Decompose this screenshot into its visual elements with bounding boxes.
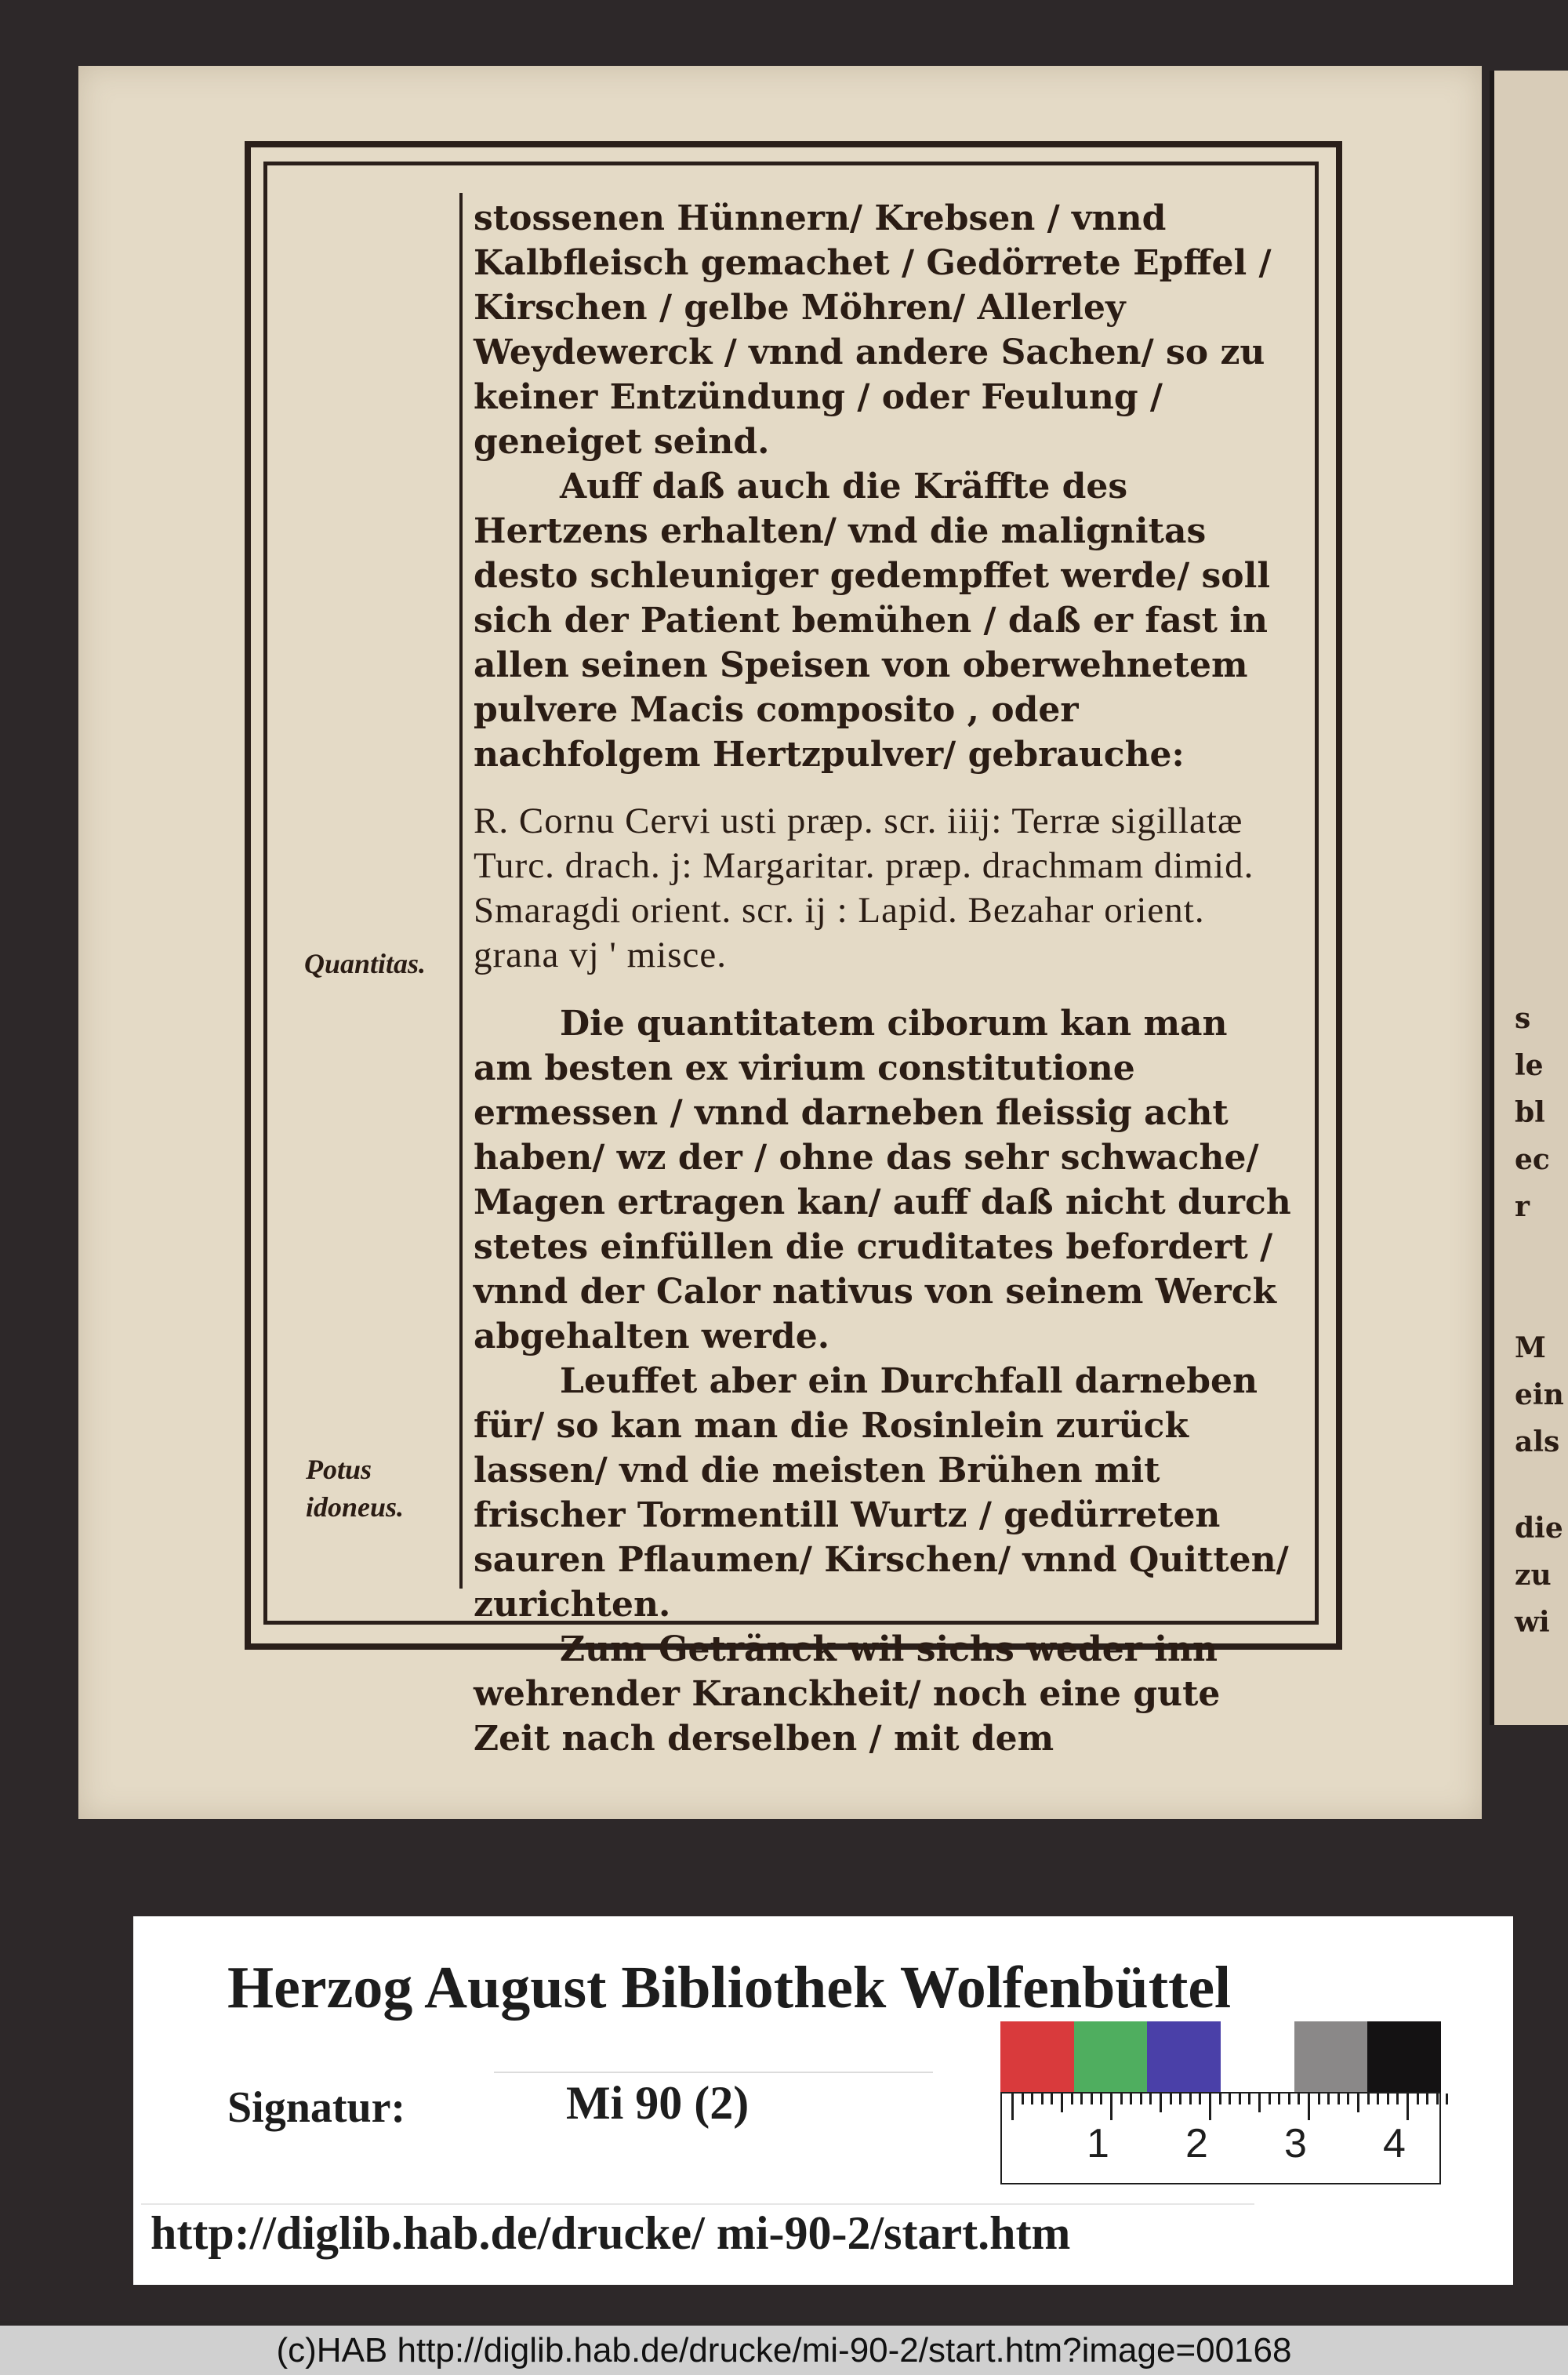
ruler-number: 3 bbox=[1284, 2121, 1307, 2166]
facing-page-fragment: ec bbox=[1515, 1143, 1550, 1176]
ruler-tick bbox=[1417, 2094, 1419, 2104]
library-label-card bbox=[133, 1916, 1513, 2285]
ruler-tick bbox=[1357, 2094, 1359, 2112]
signature-divider bbox=[494, 2072, 933, 2073]
facing-page-fragment: r bbox=[1515, 1190, 1530, 1223]
ruler-tick bbox=[1091, 2094, 1093, 2104]
ruler-tick bbox=[1100, 2094, 1102, 2104]
facing-page-fragment: M bbox=[1515, 1331, 1546, 1364]
color-swatch-green bbox=[1074, 2021, 1148, 2092]
ruler-number: 2 bbox=[1185, 2121, 1208, 2166]
library-name: Herzog August Bibliothek Wolfenbüttel bbox=[227, 1955, 1232, 2021]
ruler-tick bbox=[1248, 2094, 1250, 2104]
paragraph-3: Die quantitatem ciborum kan man am besten ex virium constitutione ermessen / vnnd darneben fleissig acht haben/ wz der / ohne das sehr schwache/ Magen ertragen kan/ auff daß nicht durch stetes einfüllen die cruditates befordert / vnnd der Calor nativus von seinem Werck abgehalten werde. bbox=[474, 1004, 1291, 1356]
ruler-tick bbox=[1308, 2094, 1310, 2120]
ruler-tick bbox=[1120, 2094, 1123, 2104]
ruler-tick bbox=[1031, 2094, 1033, 2104]
color-swatch-gray bbox=[1294, 2021, 1368, 2092]
facing-page-fragment: die bbox=[1515, 1512, 1563, 1545]
ruler-tick bbox=[1170, 2094, 1172, 2104]
ruler-tick bbox=[1387, 2094, 1389, 2104]
ruler-tick bbox=[1209, 2094, 1211, 2120]
color-swatch-white bbox=[1221, 2021, 1294, 2092]
ruler-tick bbox=[1239, 2094, 1241, 2104]
ruler-tick bbox=[1446, 2094, 1448, 2104]
margin-rule bbox=[459, 193, 463, 1589]
ruler-tick bbox=[1219, 2094, 1221, 2104]
record-url: http://diglib.hab.de/drucke/ mi-90-2/start.htm bbox=[151, 2207, 1071, 2259]
marginal-gloss-potus: Potus idoneus. bbox=[306, 1454, 405, 1523]
ruler-tick bbox=[1367, 2094, 1370, 2104]
ruler-tick bbox=[1406, 2094, 1409, 2120]
ruler-number: 1 bbox=[1087, 2121, 1109, 2166]
ruler-tick bbox=[1130, 2094, 1132, 2104]
ruler-tick bbox=[1288, 2094, 1290, 2104]
ruler-tick bbox=[1189, 2094, 1192, 2104]
signature-value: Mi 90 (2) bbox=[566, 2077, 750, 2129]
ruler-tick bbox=[1426, 2094, 1428, 2104]
ruler-tick bbox=[1327, 2094, 1330, 2104]
color-swatch-red bbox=[1000, 2021, 1074, 2092]
ruler-number: 4 bbox=[1383, 2121, 1406, 2166]
facing-page-fragment: bl bbox=[1515, 1096, 1545, 1129]
ruler-tick bbox=[1318, 2094, 1320, 2104]
ruler-tick bbox=[1269, 2094, 1271, 2104]
recipe-paragraph: R. Cornu Cervi usti præp. scr. iiij: Terræ sigillatæ Turc. drach. j: Margaritar. præp. drachmam dimid. Smaragdi orient. scr. ij : Lapid. Bezahar orient. grana vj ' misce. bbox=[474, 801, 1254, 975]
ruler-tick bbox=[1347, 2094, 1349, 2104]
ruler-tick bbox=[1080, 2094, 1083, 2104]
facing-page-fragment: s bbox=[1515, 1002, 1531, 1035]
ruler-tick bbox=[1338, 2094, 1340, 2104]
ruler-tick bbox=[1258, 2094, 1261, 2112]
footer-credit: (c)HAB http://diglib.hab.de/drucke/mi-90-2/start.htm?image=00168 bbox=[0, 2326, 1568, 2375]
ruler-tick bbox=[1110, 2094, 1112, 2120]
ruler-tick bbox=[1377, 2094, 1379, 2104]
ruler-tick bbox=[1022, 2094, 1024, 2104]
color-swatch-blue bbox=[1147, 2021, 1221, 2092]
ruler-tick bbox=[1061, 2094, 1063, 2112]
ruler-tick bbox=[1160, 2094, 1162, 2112]
marginal-gloss-quantitas: Quantitas. bbox=[304, 948, 426, 979]
facing-page-fragment: le bbox=[1515, 1049, 1544, 1082]
facing-page-fragment: als bbox=[1515, 1425, 1560, 1458]
ruler-tick bbox=[1149, 2094, 1152, 2104]
ruler-tick bbox=[1041, 2094, 1044, 2104]
ruler-tick bbox=[1396, 2094, 1399, 2104]
body-text bbox=[474, 196, 1297, 1761]
ruler-tick bbox=[1199, 2094, 1201, 2104]
ruler-tick bbox=[1298, 2094, 1300, 2104]
ruler-tick bbox=[1436, 2094, 1439, 2104]
facing-page-edge bbox=[1490, 71, 1568, 1725]
ruler-tick bbox=[1229, 2094, 1231, 2104]
scale-ruler bbox=[1000, 2092, 1441, 2184]
ruler-tick bbox=[1071, 2094, 1073, 2104]
paragraph-4: Leuffet aber ein Durchfall darneben für/ so kan man die Rosinlein zurück lassen/ vnd die meisten Brühen mit frischer Tormentill Wurtz / gedürreten sauren Pflaumen/ Kirschen/ vnnd Quitten/ zurichten. bbox=[474, 1361, 1289, 1625]
color-swatch-black bbox=[1367, 2021, 1441, 2092]
ruler-tick bbox=[1179, 2094, 1181, 2104]
facing-page-fragment: wi bbox=[1515, 1606, 1550, 1639]
paragraph-1: stossenen Hünnern/ Krebsen / vnnd Kalbfleisch gemachet / Gedörrete Epffel / Kirschen / gelbe Möhren/ Allerley Weydewerck / vnnd andere Sachen/ so zu keiner Entzündung / oder Feulung / geneiget seind. bbox=[474, 198, 1272, 462]
facing-page-fragment: zu bbox=[1515, 1559, 1552, 1592]
signature-label: Signatur: bbox=[227, 2083, 406, 2132]
paragraph-5: Zum Getränck wil sichs weder inn wehrender Kranckheit/ noch eine gute Zeit nach derselben / mit dem bbox=[474, 1629, 1221, 1759]
paragraph-2: Auff daß auch die Kräffte des Hertzens erhalten/ vnd die malignitas desto schleuniger gedempffet werde/ soll sich der Patient bemühen / daß er fast in allen seinen Speisen von oberwehnetem pulvere Macis composito , oder nachfolgem Hertzpulver/ gebrauche: bbox=[474, 467, 1271, 775]
facing-page-fragment: ein bbox=[1515, 1378, 1564, 1411]
ruler-tick bbox=[1011, 2094, 1014, 2120]
color-calibration-bar bbox=[1000, 2021, 1441, 2092]
ruler-tick bbox=[1278, 2094, 1280, 2104]
ruler-tick bbox=[1140, 2094, 1142, 2104]
ruler-tick bbox=[1051, 2094, 1053, 2104]
